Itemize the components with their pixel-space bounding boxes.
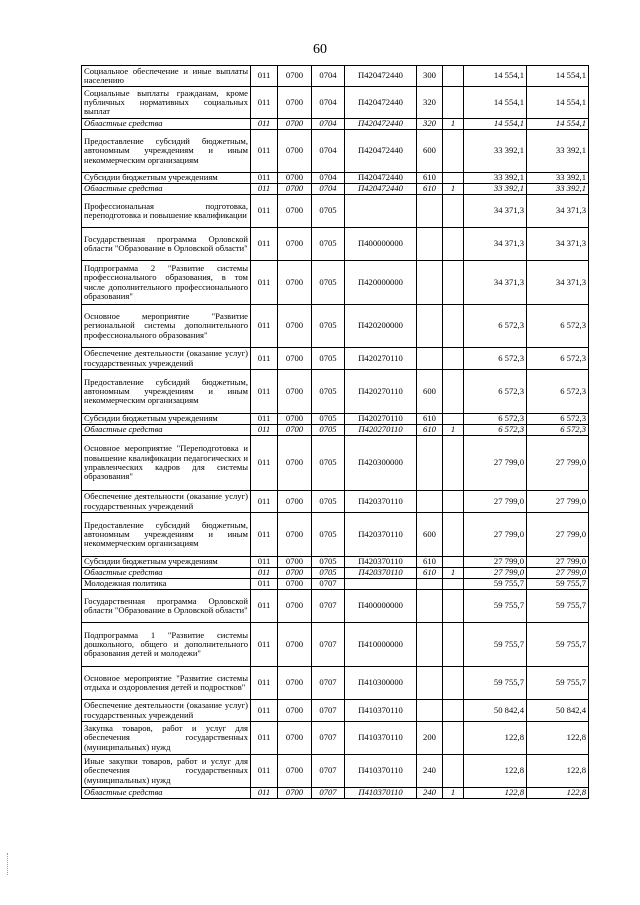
amount-year-1: 59 755,7	[464, 579, 527, 590]
funding-source-code	[443, 348, 464, 370]
row-name: Подпрограмма 1 "Развитие системы дошкольного, общего и дополнительного образования детей и молодежи"	[82, 623, 251, 667]
section-code: 0700	[278, 184, 312, 195]
grbs-code: 011	[251, 348, 278, 370]
amount-year-1: 34 371,3	[464, 195, 527, 228]
subsection-code: 0704	[312, 87, 345, 119]
grbs-code: 011	[251, 700, 278, 722]
amount-year-1: 33 392,1	[464, 130, 527, 173]
funding-source-code: 1	[443, 568, 464, 579]
section-code: 0700	[278, 87, 312, 119]
row-name: Субсидии бюджетным учреждениям	[82, 557, 251, 568]
table-row	[82, 414, 589, 425]
table-row	[82, 195, 589, 228]
table-row	[82, 425, 589, 436]
expense-type-code	[417, 348, 443, 370]
funding-source-code	[443, 700, 464, 722]
subsection-code: 0707	[312, 722, 345, 755]
grbs-code: 011	[251, 623, 278, 667]
section-code: 0700	[278, 491, 312, 513]
row-name: Предоставление субсидий бюджетным, автономным учреждениям и иным некоммерческим организациям	[82, 513, 251, 557]
subsection-code: 0705	[312, 195, 345, 228]
section-code: 0700	[278, 305, 312, 348]
subsection-code: 0705	[312, 414, 345, 425]
amount-year-2: 27 799,0	[527, 568, 589, 579]
grbs-code: 011	[251, 119, 278, 130]
subsection-code: 0705	[312, 513, 345, 557]
target-article-code: П410370110	[345, 788, 417, 799]
amount-year-2: 59 755,7	[527, 590, 589, 623]
row-name: Подпрограмма 2 "Развитие системы профессионального образования, в том числе дополнительного профессионального образования"	[82, 261, 251, 305]
target-article-code: П420472440	[345, 184, 417, 195]
row-name: Областные средства	[82, 119, 251, 130]
amount-year-2: 33 392,1	[527, 184, 589, 195]
section-code: 0700	[278, 228, 312, 261]
grbs-code: 011	[251, 513, 278, 557]
expense-type-code	[417, 700, 443, 722]
row-name: Основное мероприятие "Развитие системы отдыха и оздоровления детей и подростков"	[82, 667, 251, 700]
amount-year-1: 6 572,3	[464, 414, 527, 425]
amount-year-1: 122,8	[464, 755, 527, 788]
expense-type-code	[417, 579, 443, 590]
amount-year-1: 34 371,3	[464, 261, 527, 305]
section-code: 0700	[278, 195, 312, 228]
funding-source-code	[443, 66, 464, 87]
amount-year-1: 27 799,0	[464, 513, 527, 557]
row-name: Закупка товаров, работ и услуг для обеспечения государственных (муниципальных) нужд	[82, 722, 251, 755]
row-name: Основное мероприятие "Развитие региональной системы дополнительного профессионального образования"	[82, 305, 251, 348]
row-name: Субсидии бюджетным учреждениям	[82, 414, 251, 425]
grbs-code: 011	[251, 414, 278, 425]
grbs-code: 011	[251, 66, 278, 87]
expense-type-code: 600	[417, 130, 443, 173]
amount-year-2: 27 799,0	[527, 557, 589, 568]
row-name: Государственная программа Орловской области "Образование в Орловской области"	[82, 228, 251, 261]
target-article-code: П420270110	[345, 348, 417, 370]
row-name: Предоставление субсидий бюджетным, автономным учреждениям и иным некоммерческим организациям	[82, 130, 251, 173]
row-name: Основное мероприятие "Переподготовка и повышение квалификации педагогических и управленческих кадров для системы образования"	[82, 436, 251, 491]
amount-year-1: 14 554,1	[464, 87, 527, 119]
funding-source-code	[443, 130, 464, 173]
expense-type-code: 240	[417, 788, 443, 799]
subsection-code: 0707	[312, 667, 345, 700]
table-row	[82, 66, 589, 87]
table-row	[82, 491, 589, 513]
grbs-code: 011	[251, 173, 278, 184]
amount-year-2: 6 572,3	[527, 414, 589, 425]
amount-year-1: 59 755,7	[464, 590, 527, 623]
target-article-code: П420300000	[345, 436, 417, 491]
subsection-code: 0705	[312, 568, 345, 579]
subsection-code: 0707	[312, 755, 345, 788]
expense-type-code: 610	[417, 425, 443, 436]
amount-year-2: 59 755,7	[527, 623, 589, 667]
funding-source-code: 1	[443, 788, 464, 799]
amount-year-2: 14 554,1	[527, 66, 589, 87]
expense-type-code	[417, 667, 443, 700]
section-code: 0700	[278, 623, 312, 667]
row-name: Обеспечение деятельности (оказание услуг) государственных учреждений	[82, 348, 251, 370]
target-article-code: П410000000	[345, 623, 417, 667]
expense-type-code	[417, 228, 443, 261]
amount-year-1: 33 392,1	[464, 173, 527, 184]
amount-year-1: 6 572,3	[464, 305, 527, 348]
table-row	[82, 119, 589, 130]
row-name: Предоставление субсидий бюджетным, автономным учреждениям и иным некоммерческим организациям	[82, 370, 251, 414]
table-row	[82, 623, 589, 667]
row-name: Областные средства	[82, 568, 251, 579]
target-article-code: П410370110	[345, 722, 417, 755]
amount-year-2: 6 572,3	[527, 348, 589, 370]
amount-year-1: 27 799,0	[464, 557, 527, 568]
table-row	[82, 755, 589, 788]
amount-year-2: 34 371,3	[527, 261, 589, 305]
table-row	[82, 261, 589, 305]
funding-source-code: 1	[443, 184, 464, 195]
amount-year-1: 14 554,1	[464, 66, 527, 87]
expense-type-code	[417, 590, 443, 623]
grbs-code: 011	[251, 305, 278, 348]
section-code: 0700	[278, 425, 312, 436]
amount-year-2: 6 572,3	[527, 425, 589, 436]
funding-source-code	[443, 87, 464, 119]
grbs-code: 011	[251, 261, 278, 305]
funding-source-code	[443, 667, 464, 700]
section-code: 0700	[278, 348, 312, 370]
section-code: 0700	[278, 557, 312, 568]
table-row	[82, 700, 589, 722]
expense-type-code: 610	[417, 557, 443, 568]
section-code: 0700	[278, 755, 312, 788]
table-row	[82, 228, 589, 261]
subsection-code: 0707	[312, 788, 345, 799]
section-code: 0700	[278, 119, 312, 130]
target-article-code: П420472440	[345, 173, 417, 184]
target-article-code	[345, 579, 417, 590]
table-row	[82, 579, 589, 590]
grbs-code: 011	[251, 436, 278, 491]
table-row	[82, 173, 589, 184]
amount-year-2: 122,8	[527, 788, 589, 799]
grbs-code: 011	[251, 557, 278, 568]
amount-year-1: 59 755,7	[464, 623, 527, 667]
grbs-code: 011	[251, 579, 278, 590]
expense-type-code	[417, 261, 443, 305]
amount-year-2: 14 554,1	[527, 119, 589, 130]
section-code: 0700	[278, 414, 312, 425]
table-row	[82, 722, 589, 755]
amount-year-2: 6 572,3	[527, 370, 589, 414]
grbs-code: 011	[251, 425, 278, 436]
amount-year-2: 34 371,3	[527, 228, 589, 261]
target-article-code: П420200000	[345, 305, 417, 348]
grbs-code: 011	[251, 184, 278, 195]
table-row	[82, 436, 589, 491]
amount-year-2: 14 554,1	[527, 87, 589, 119]
amount-year-1: 27 799,0	[464, 491, 527, 513]
subsection-code: 0705	[312, 348, 345, 370]
budget-table-body	[82, 66, 589, 799]
table-row	[82, 348, 589, 370]
section-code: 0700	[278, 66, 312, 87]
amount-year-1: 27 799,0	[464, 436, 527, 491]
subsection-code: 0705	[312, 370, 345, 414]
expense-type-code: 610	[417, 184, 443, 195]
target-article-code: П420270110	[345, 370, 417, 414]
amount-year-2: 59 755,7	[527, 667, 589, 700]
expense-type-code: 610	[417, 414, 443, 425]
amount-year-2: 122,8	[527, 722, 589, 755]
row-name: Обеспечение деятельности (оказание услуг) государственных учреждений	[82, 700, 251, 722]
subsection-code: 0705	[312, 491, 345, 513]
target-article-code: П410300000	[345, 667, 417, 700]
expense-type-code	[417, 491, 443, 513]
grbs-code: 011	[251, 228, 278, 261]
row-name: Социальное обеспечение и иные выплаты населению	[82, 66, 251, 87]
expense-type-code	[417, 436, 443, 491]
target-article-code: П420370110	[345, 513, 417, 557]
amount-year-1: 50 842,4	[464, 700, 527, 722]
row-name: Субсидии бюджетным учреждениям	[82, 173, 251, 184]
funding-source-code	[443, 173, 464, 184]
target-article-code: П410370110	[345, 700, 417, 722]
row-name: Молодежная политика	[82, 579, 251, 590]
table-row	[82, 130, 589, 173]
funding-source-code	[443, 755, 464, 788]
table-row	[82, 184, 589, 195]
subsection-code: 0705	[312, 557, 345, 568]
funding-source-code	[443, 414, 464, 425]
section-code: 0700	[278, 590, 312, 623]
amount-year-1: 122,8	[464, 788, 527, 799]
section-code: 0700	[278, 173, 312, 184]
row-name: Областные средства	[82, 184, 251, 195]
amount-year-1: 59 755,7	[464, 667, 527, 700]
target-article-code: П420472440	[345, 87, 417, 119]
row-name: Обеспечение деятельности (оказание услуг) государственных учреждений	[82, 491, 251, 513]
target-article-code: П400000000	[345, 590, 417, 623]
target-article-code: П420370110	[345, 491, 417, 513]
expense-type-code	[417, 195, 443, 228]
target-article-code: П420472440	[345, 119, 417, 130]
funding-source-code	[443, 557, 464, 568]
section-code: 0700	[278, 788, 312, 799]
target-article-code: П420270110	[345, 414, 417, 425]
page-number: 60	[313, 42, 327, 57]
table-row	[82, 305, 589, 348]
scan-artifact	[7, 853, 9, 875]
table-row	[82, 370, 589, 414]
funding-source-code	[443, 370, 464, 414]
amount-year-2: 27 799,0	[527, 436, 589, 491]
funding-source-code	[443, 513, 464, 557]
grbs-code: 011	[251, 130, 278, 173]
target-article-code	[345, 195, 417, 228]
funding-source-code: 1	[443, 425, 464, 436]
target-article-code: П410370110	[345, 755, 417, 788]
amount-year-2: 33 392,1	[527, 173, 589, 184]
expense-type-code: 320	[417, 119, 443, 130]
table-row	[82, 667, 589, 700]
grbs-code: 011	[251, 788, 278, 799]
funding-source-code	[443, 491, 464, 513]
amount-year-1: 34 371,3	[464, 228, 527, 261]
target-article-code: П420472440	[345, 130, 417, 173]
subsection-code: 0704	[312, 184, 345, 195]
table-row	[82, 557, 589, 568]
amount-year-1: 6 572,3	[464, 425, 527, 436]
amount-year-2: 27 799,0	[527, 491, 589, 513]
row-name: Иные закупки товаров, работ и услуг для обеспечения государственных (муниципальных) нужд	[82, 755, 251, 788]
grbs-code: 011	[251, 590, 278, 623]
amount-year-1: 122,8	[464, 722, 527, 755]
subsection-code: 0705	[312, 436, 345, 491]
table-row	[82, 513, 589, 557]
subsection-code: 0707	[312, 700, 345, 722]
funding-source-code	[443, 305, 464, 348]
amount-year-1: 14 554,1	[464, 119, 527, 130]
target-article-code: П420472440	[345, 66, 417, 87]
subsection-code: 0704	[312, 119, 345, 130]
grbs-code: 011	[251, 568, 278, 579]
subsection-code: 0707	[312, 579, 345, 590]
table-row	[82, 568, 589, 579]
amount-year-2: 6 572,3	[527, 305, 589, 348]
table-row	[82, 590, 589, 623]
subsection-code: 0704	[312, 66, 345, 87]
funding-source-code	[443, 228, 464, 261]
funding-source-code	[443, 579, 464, 590]
target-article-code: П400000000	[345, 228, 417, 261]
row-name: Областные средства	[82, 425, 251, 436]
section-code: 0700	[278, 579, 312, 590]
section-code: 0700	[278, 130, 312, 173]
amount-year-1: 6 572,3	[464, 348, 527, 370]
expense-type-code: 200	[417, 722, 443, 755]
amount-year-2: 27 799,0	[527, 513, 589, 557]
subsection-code: 0705	[312, 261, 345, 305]
row-name: Областные средства	[82, 788, 251, 799]
expense-type-code: 600	[417, 370, 443, 414]
expense-type-code: 600	[417, 513, 443, 557]
subsection-code: 0705	[312, 425, 345, 436]
funding-source-code	[443, 590, 464, 623]
table-row	[82, 788, 589, 799]
expense-type-code: 610	[417, 568, 443, 579]
subsection-code: 0705	[312, 228, 345, 261]
target-article-code: П420370110	[345, 557, 417, 568]
budget-table	[81, 65, 589, 799]
funding-source-code	[443, 261, 464, 305]
funding-source-code: 1	[443, 119, 464, 130]
target-article-code: П420270110	[345, 425, 417, 436]
section-code: 0700	[278, 436, 312, 491]
funding-source-code	[443, 623, 464, 667]
amount-year-1: 27 799,0	[464, 568, 527, 579]
target-article-code: П420370110	[345, 568, 417, 579]
row-name: Государственная программа Орловской области "Образование в Орловской области"	[82, 590, 251, 623]
grbs-code: 011	[251, 195, 278, 228]
expense-type-code	[417, 305, 443, 348]
expense-type-code	[417, 623, 443, 667]
expense-type-code: 300	[417, 66, 443, 87]
section-code: 0700	[278, 370, 312, 414]
expense-type-code: 240	[417, 755, 443, 788]
grbs-code: 011	[251, 722, 278, 755]
expense-type-code: 610	[417, 173, 443, 184]
subsection-code: 0704	[312, 130, 345, 173]
amount-year-1: 33 392,1	[464, 184, 527, 195]
section-code: 0700	[278, 261, 312, 305]
section-code: 0700	[278, 667, 312, 700]
grbs-code: 011	[251, 491, 278, 513]
subsection-code: 0707	[312, 590, 345, 623]
grbs-code: 011	[251, 370, 278, 414]
funding-source-code	[443, 195, 464, 228]
grbs-code: 011	[251, 87, 278, 119]
grbs-code: 011	[251, 667, 278, 700]
amount-year-1: 6 572,3	[464, 370, 527, 414]
section-code: 0700	[278, 513, 312, 557]
funding-source-code	[443, 722, 464, 755]
amount-year-2: 59 755,7	[527, 579, 589, 590]
expense-type-code: 320	[417, 87, 443, 119]
amount-year-2: 33 392,1	[527, 130, 589, 173]
target-article-code: П420000000	[345, 261, 417, 305]
section-code: 0700	[278, 722, 312, 755]
amount-year-2: 50 842,4	[527, 700, 589, 722]
row-name: Профессиональная подготовка, переподготовка и повышение квалификации	[82, 195, 251, 228]
section-code: 0700	[278, 700, 312, 722]
table-row	[82, 87, 589, 119]
amount-year-2: 122,8	[527, 755, 589, 788]
amount-year-2: 34 371,3	[527, 195, 589, 228]
section-code: 0700	[278, 568, 312, 579]
subsection-code: 0705	[312, 305, 345, 348]
row-name: Социальные выплаты гражданам, кроме публичных нормативных социальных выплат	[82, 87, 251, 119]
funding-source-code	[443, 436, 464, 491]
subsection-code: 0707	[312, 623, 345, 667]
subsection-code: 0704	[312, 173, 345, 184]
grbs-code: 011	[251, 755, 278, 788]
